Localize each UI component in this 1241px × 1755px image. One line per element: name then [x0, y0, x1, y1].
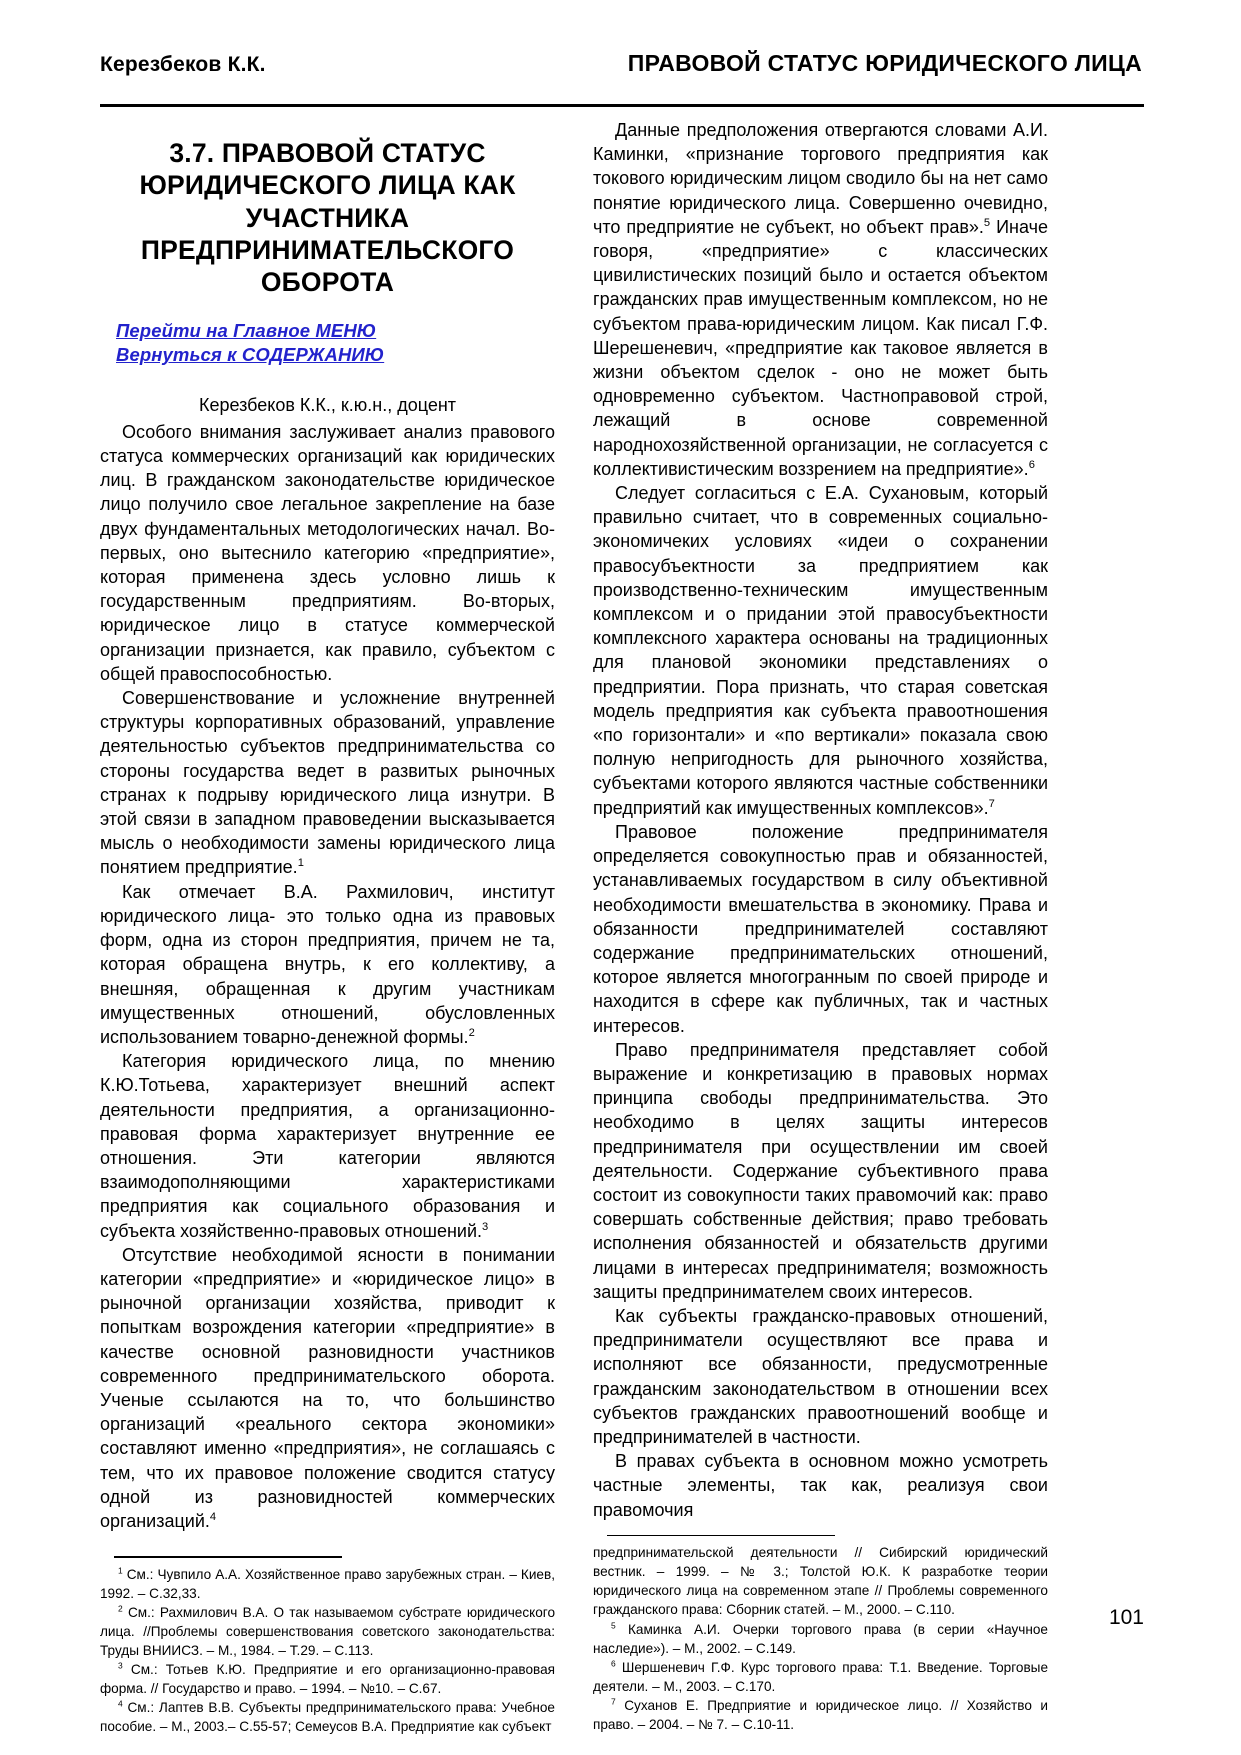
paragraph-text: Данные предположения отвергаются словами А.И. Каминки, «признание торгового предприятия как токового юридическим лицом сводило бы на нет само понятие юридического лица. Совершенно очевидно, что предприятие не субъект, но объект прав».: [593, 120, 1048, 237]
link-main-menu[interactable]: Перейти на Главное МЕНЮ: [116, 319, 377, 341]
footnote-number: 5: [611, 1619, 616, 1630]
paragraph: [593, 118, 1048, 481]
footnote-marker-1[interactable]: 1: [297, 857, 304, 870]
paragraph-text: Совершенствование и усложнение внутренней структуры корпоративных образований, управление деятельностью субъектов предпринимательства со стороны государства ведет в развитых рыночных странах к подрыву юридического лица изнутри. В этой связи в западном правоведении высказывается мысль о необходимости замены юридического лица понятием предприятие.: [100, 688, 555, 878]
footnote-number: 6: [611, 1658, 616, 1669]
paragraph-text: Право предпринимателя представляет собой выражение и конкретизацию в правовых нормах принципа свободы предпринимательства. Это необходимо в целях защиты интересов предпринимателя при осуществлении им своей деятельности. Содержание субъективного права состоит из совокупности таких правомочий как: право совершать собственные действия; право требовать исполнения обязанностей и обязательств другими лицами в интересах предпринимателя; возможность защиты предпринимателем своих интересов.: [593, 1039, 1048, 1302]
footnote-text: См.: Тотьев К.Ю. Предприятие и его организационно-правовая форма. // Государство и право. – 1994. – №10. – С.67.: [100, 1661, 556, 1696]
running-header-author: Керезбеков К.К.: [100, 53, 266, 76]
paragraph: [100, 1049, 555, 1243]
paragraph: [100, 420, 555, 686]
paragraph-text: Как отмечает В.А. Рахмилович, институт юридического лица- это только одна из правовых форм, одна из сторон предприятия, причем не та, которая обращена внутрь, к его коллективу, а внешняя, обращенная к другим участникам имущественных отношений, обусловленных использованием товарно-денежной формы.: [100, 881, 555, 1047]
two-column-body: [100, 118, 1144, 1736]
footnote-text: См.: Чувпило А.А. Хозяйственное право зарубежных стран. – Киев, 1992. – С.32,33.: [100, 1566, 555, 1601]
paragraph-text: Особого внимания заслуживает анализ правового статуса коммерческих организаций как юридических лиц. В гражданском законодательстве юридическое лицо получило свое легальное закрепление на базе двух фундаментальных методологических начал. Во-первых, оно вытеснило категорию «предприятие», которая применена здесь условно лишь к государственным предприятиям. Во-вторых, юридическое лицо в статусе коммерческой организации признается, как правило, субъектом с общей правоспособностью.: [100, 421, 555, 684]
paragraph: [100, 880, 555, 1049]
left-column: [100, 118, 555, 1736]
navigation-links: [100, 319, 555, 368]
footnote-marker-2[interactable]: 2: [468, 1026, 475, 1039]
footnote-number: 4: [118, 1698, 123, 1709]
page-title: 3.7. ПРАВОВОЙ СТАТУС ЮРИДИЧЕСКОГО ЛИЦА КАК УЧАСТНИКА ПРЕДПРИНИМАТЕЛЬСКОГО ОБОРОТА: [139, 138, 516, 298]
paragraph: [593, 820, 1048, 1038]
footnote-number: 1: [118, 1565, 123, 1576]
footnote-item: [100, 1698, 555, 1736]
paragraph: [100, 1243, 555, 1533]
paragraph-text: Правовое положение предпринимателя определяется совокупностью прав и обязанностей, устанавливаемых государством в силу объективной необходимости вмешательства в экономику. Права и обязанности предпринимателей составляют содержание предпринимательских отношений, которое является многогранным по своей природе и находится в сфере как публичных, так и частных интересов.: [593, 821, 1048, 1036]
paragraph: [593, 1038, 1048, 1304]
footnote-number: 7: [611, 1696, 616, 1707]
footnote-text: Каминка А.И. Очерки торгового права (в серии «Научное наследие»). – М., 2002. – С.149.: [593, 1621, 1048, 1656]
footnote-text: предпринимательской деятельности // Сибирский юридический вестник. – 1999. – № 3.; Толстой Ю.К. К разработке теории юридического лица на современном этапе // Проблемы современного гражданского права: Сборник статей. – М., 2000. – С.110.: [593, 1545, 1048, 1618]
footnote-marker-6[interactable]: 6: [1028, 458, 1035, 471]
page-number: 101: [1108, 1606, 1144, 1629]
paragraph: [100, 686, 555, 880]
right-column: [593, 118, 1048, 1736]
paragraph-text: В правах субъекта в основном можно усмотреть частные элементы, так как, реализуя свои правомочия: [593, 1451, 1048, 1520]
paragraph-text: Иначе говоря, «предприятие» с классических цивилистических позиций было и остается объектом гражданских прав имущественным комплексом, но не субъектом права-юридическим лицом. Как писал Г.Ф. Шерешеневич, «предприятие как таковое является в жизни объектом сделок - оно не может быть одновременно субъектом. Частноправовой строй, лежащий в основе современной народнохозяйственной организации, не согласуется с коллективистическим воззрением на предприятие».: [593, 216, 1048, 479]
paragraph-text: Следует согласиться с Е.А. Сухановым, который правильно считает, что в современных социально-экономичеких условиях «идеи о сохранении правосубъектности за предприятием как производственно-техническим имущественным комплексом и о придании этой правосубъектности комплексного характера основаны на традиционных для плановой экономики представлениях о предприятии. Пора признать, что старая советская модель предприятия как субъекта правоотношения «по горизонтали» и «по вертикали» показала свою полную непригодность для рыночного хозяйства, субъектами которого являются частные собственники предприятий как имущественных комплексов».: [593, 483, 1048, 818]
paragraph: [593, 1449, 1048, 1522]
footnote-item: [593, 1696, 1048, 1734]
footnote-number: 3: [118, 1660, 123, 1671]
footnote-marker-7[interactable]: 7: [988, 797, 995, 810]
paragraph-text: Отсутствие необходимой ясности в понимании категории «предприятие» и «юридическое лицо» в рыночной организации хозяйства, приводит к попыткам возрождения категории «предприятие» в качестве основной разновидности участников современного предпринимательского оборота. Ученые ссылаются на то, что большинство организаций «реального сектора экономики» составляют именно «предприятия», не соглашаясь с тем, что их правовое положение сводится статусу одной из разновидностей коммерческих организаций.: [100, 1244, 555, 1531]
footnote-number: 2: [118, 1603, 123, 1614]
footnote-text: Суханов Е. Предприятие и юридическое лицо. // Хозяйство и право. – 2004. – № 7. – С.10-11.: [593, 1697, 1049, 1732]
header-divider: [100, 104, 1144, 107]
paragraph: [593, 481, 1048, 820]
footnote-text: См.: Рахмилович В.А. О так называемом субстрате юридического лица. //Проблемы совершенствования советского законодательства: Труды ВНИИСЗ. – М., 1984. – Т.29. – С.113.: [100, 1604, 556, 1658]
link-contents[interactable]: Вернуться к СОДЕРЖАНИЮ: [116, 344, 385, 366]
footnote-item: [100, 1660, 555, 1698]
footnote-marker-3[interactable]: 3: [482, 1220, 489, 1233]
footnote-divider: [607, 1535, 835, 1537]
footnote-marker-4[interactable]: 4: [209, 1510, 217, 1523]
footnote-item: [100, 1603, 555, 1660]
footnote-item: [593, 1658, 1048, 1696]
paragraph: [593, 1304, 1048, 1449]
footnote-item: [593, 1620, 1048, 1658]
paragraph-text: Как субъекты гражданско-правовых отношений, предприниматели осуществляют все права и исполняют все обязанности, предусмотренные гражданским законодательством в отношении всех субъектов гражданских правоотношений вообще и предпринимателей в частности.: [593, 1305, 1048, 1447]
running-header: [100, 50, 1144, 77]
footnote-text: Шершеневич Г.Ф. Курс торгового права: Т.1. Введение. Торговые деятели. – М., 2003. – С.170.: [593, 1659, 1049, 1694]
paragraph-text: Категория юридического лица, по мнению К.Ю.Тотьева, характеризует внешний аспект деятельности предприятия, а организационно-правовая форма характеризует внутренние ее отношения. Эти категории являются взаимодополняющими характеристиками предприятия как социального образования и субъекта хозяйственно-правовых отношений.: [100, 1051, 555, 1241]
footnote-text: См.: Лаптев В.В. Субъекты предпринимательского права: Учебное пособие. – М., 2003.– С.55-57; Семеусов В.А. Предприятие как субъект: [100, 1699, 555, 1735]
footnote-marker-5[interactable]: 5: [983, 216, 991, 229]
footnote-divider: [114, 1556, 342, 1558]
running-header-title: ПРАВОВОЙ СТАТУС ЮРИДИЧЕСКОГО ЛИЦА: [627, 50, 1142, 76]
footnote-item: [593, 1543, 1048, 1619]
footnote-item: [100, 1565, 555, 1603]
article-byline: Керезбеков К.К., к.ю.н., доцент: [198, 394, 457, 415]
